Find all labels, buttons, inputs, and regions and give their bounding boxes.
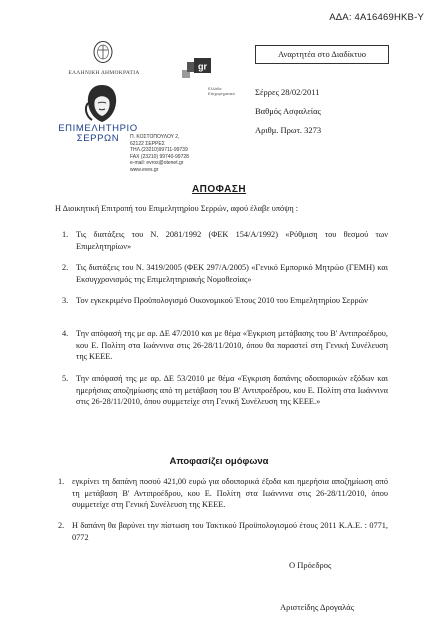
phone-line: ΤΗΛ.(23210)99711-99739	[130, 147, 188, 153]
chamber-name-line2: ΣΕΡΡΩΝ	[76, 133, 120, 144]
item-text: Τις διατάξεις του Ν. 2081/1992 (ΦΕΚ 154/Α/1992) «Ρύθμιση του θεσμού των Επιμελητηρίων»	[76, 230, 388, 251]
website-line: www.eves.gr	[130, 166, 159, 173]
protocol-number: Αριθμ. Πρωτ. 3273	[255, 125, 322, 135]
state-label: ΕΛΛΗΝΙΚΗ ΔΗΜΟΚΡΑΤΙΑ	[68, 70, 140, 76]
item-number: 3.	[62, 296, 69, 305]
decision-item	[58, 476, 388, 511]
item-number: 1.	[58, 477, 65, 486]
intro-paragraph: Η Διοικητική Επιτροπή του Επιμελητηρίου Σερρών, αφού έλαβε υπόψη :	[55, 204, 299, 213]
item-number: 1.	[62, 230, 69, 239]
signer-title: Ο Πρόεδρος	[289, 560, 332, 570]
item-number: 5.	[62, 374, 69, 383]
item-text: εγκρίνει τη δαπάνη ποσού 421,00 ευρώ για οδοιπορικά έξοδα και ημερήσια αποζημίωση από τη μετάβαση Β' Αντιπροέδρου, κου Ε. Πολίτη στα Ιωάννινα στις 26-28/11/2010, όπου συμμετείχε στη Γενική Συνέλευση της ΚΕΕΕ.	[72, 477, 388, 509]
email-line: e-mail: evros@otenet.gr	[130, 160, 184, 166]
item-text: Την απόφασή της με αρ. ΔΕ 47/2010 και με θέμα «Έγκριση μετάβασης του Β' Αντιπροέδρου, κου Ε. Πολίτη στα Ιωάννινα στις 26-28/11/2010, όπου θα παραστεί στη Γενική Συνέλευση της ΚΕΕΕ.	[76, 329, 388, 361]
item-text: Τις διατάξεις του Ν. 3419/2005 (ΦΕΚ 297/Α/2005) «Γενικό Εμπορικό Μητρώο (ΓΕΜΗ) και Εκσυγχρονισμός της Επιμελητηριακής Νομοθεσίας»	[76, 263, 388, 284]
decides-heading: Αποφασίζει ομόφωνα	[169, 456, 269, 467]
consideration-item	[62, 328, 388, 363]
greek-seal-icon	[92, 40, 114, 64]
item-text: Τον εγκεκριμένο Προϋπολογισμό Οικονομικού Έτους 2010 του Επιμελητηρίου Σερρών	[76, 296, 368, 305]
internet-publication-box: Αναρτητέα στο Διαδίκτυο	[255, 45, 389, 64]
chamber-name-line1: ΕΠΙΜΕΛΗΤΗΡΙΟ	[58, 123, 138, 134]
gr-caption-line2: Επιχειρηματικό	[208, 91, 235, 96]
address-line: Π. ΚΟΣΤΟΠΟΥΛΟΥ 2,	[130, 134, 180, 140]
chamber-emblem-icon	[82, 82, 122, 126]
item-number: 4.	[62, 329, 69, 338]
gr-logo-icon	[182, 58, 212, 84]
consideration-item	[62, 229, 388, 252]
contact-block	[130, 134, 189, 173]
consideration-item	[62, 373, 388, 408]
fax-line: FAX (23210) 99740-99728	[130, 153, 189, 160]
document-title: ΑΠΟΦΑΣΗ	[191, 184, 247, 195]
date-line: Σέρρες 28/02/2011	[255, 87, 320, 97]
consideration-item	[62, 295, 388, 307]
security-level: Βαθμός Ασφαλείας	[255, 106, 321, 116]
signer-name: Αριστείδης Δρογαλάς	[280, 602, 355, 612]
item-number: 2.	[62, 263, 69, 272]
item-number: 2.	[58, 521, 65, 530]
postcode-line: 62122 ΣΕΡΡΕΣ	[130, 140, 165, 147]
decision-item	[58, 520, 388, 543]
consideration-item	[62, 262, 388, 285]
item-text: Η δαπάνη θα βαρύνει την πίστωση του Τακτικού Προϋπολογισμού έτους 2011 Κ.Α.Ε. : 0771, 0772	[72, 521, 388, 542]
item-text: Την απόφασή της με αρ. ΔΕ 53/2010 με θέμα «Έγκριση δαπάνης οδοιπορικών εξόδων και ημερήσιας αποζημίωσης από τη μετάβαση του Β' Αντιπροέδρου, κου Ε. Πολίτη στα Ιωάννινα στις 26-28/11/2010, όπου συμμετείχε στη Γενική Συνέλευση της ΚΕΕΕ.»	[76, 374, 388, 406]
gr-logo-text: gr	[198, 61, 207, 72]
gr-caption	[208, 86, 235, 96]
gr-caption-line1: Ελλάδα	[208, 86, 222, 91]
ada-code: ΑΔΑ: 4Α16469ΗΚΒ-Υ	[329, 12, 424, 23]
